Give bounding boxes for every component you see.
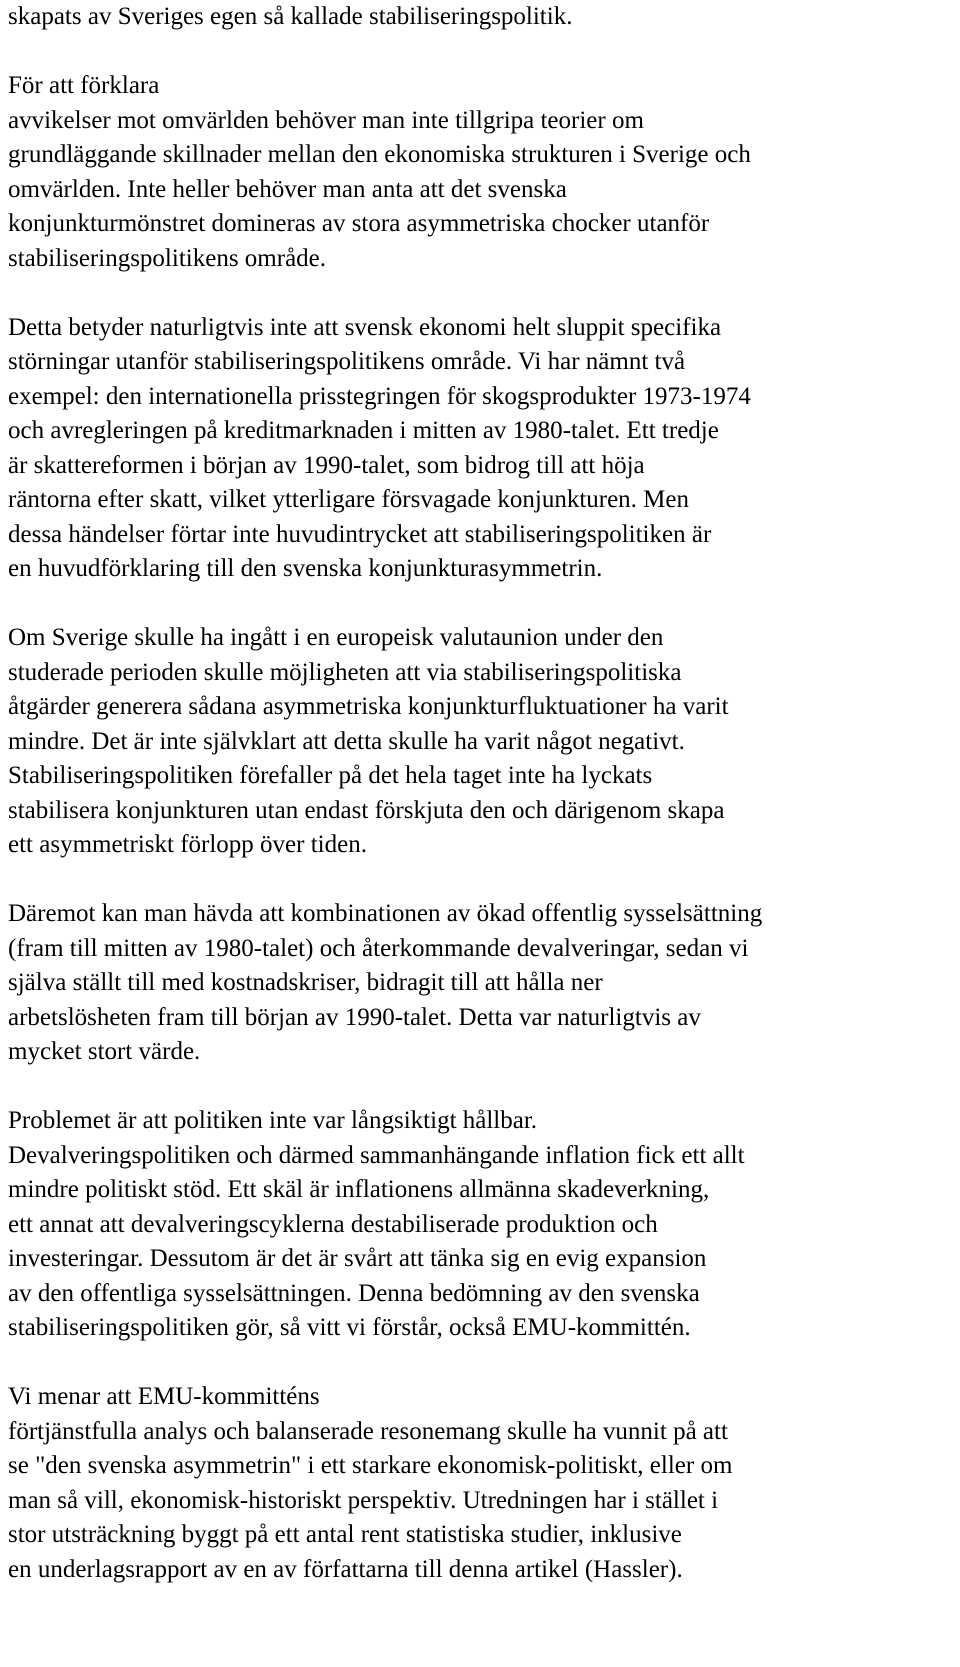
- paragraph-gap: [8, 587, 952, 622]
- text-line: stor utsträckning byggt på ett antal rent statistiska studier, inklusive: [8, 1521, 682, 1548]
- text-line: mycket stort värde.: [8, 1038, 201, 1065]
- text-line: Däremot kan man hävda att kombinationen av ökad offentlig sysselsättning: [8, 900, 763, 927]
- text-line: man så vill, ekonomisk-historiskt perspektiv. Utredningen har i stället i: [8, 1486, 719, 1514]
- text-line: konjunkturmönstret domineras av stora asymmetriska chocker utanför: [8, 210, 710, 237]
- text-line: av den offentliga sysselsättningen. Denna bedömning av den svenska: [8, 1279, 700, 1307]
- text-line: en underlagsrapport av en av författarna till denna artikel (Hassler).: [8, 1555, 683, 1583]
- text-line: mindre. Det är inte självklart att detta skulle ha varit något negativt.: [8, 727, 685, 755]
- text-line: en huvudförklaring till den svenska konjunkturasymmetrin.: [8, 555, 603, 582]
- text-line: ett annat att devalveringscyklerna destabiliserade produktion och: [8, 1210, 658, 1238]
- text-line: dessa händelser förtar inte huvudintrycket att stabiliseringspolitiken är: [8, 520, 712, 548]
- text-line: Om Sverige skulle ha ingått i en europeisk valutaunion under den: [8, 624, 664, 651]
- text-line: studerade perioden skulle möjligheten att via stabiliseringspolitiska: [8, 658, 682, 686]
- text-line: skapats av Sveriges egen så kallade stabiliseringspolitik.: [8, 3, 573, 30]
- text-line: själva ställt till med kostnadskriser, bidragit till att hålla ner: [8, 969, 603, 996]
- paragraph-7: [8, 1380, 952, 1587]
- text-line: Vi menar att EMU-kommitténs: [8, 1383, 320, 1410]
- paragraph-2: [8, 69, 952, 276]
- paragraph-gap: [8, 276, 952, 311]
- paragraph-gap: [8, 863, 952, 898]
- text-line: mindre politiskt stöd. Ett skäl är inflationens allmänna skadeverkning,: [8, 1176, 710, 1203]
- text-line: grundläggande skillnader mellan den ekonomiska strukturen i Sverige och: [8, 141, 751, 168]
- text-line: stabiliseringspolitiken gör, så vitt vi förstår, också EMU-kommittén.: [8, 1314, 691, 1341]
- text-line: förtjänstfulla analys och balanserade resonemang skulle ha vunnit på att: [8, 1417, 728, 1445]
- text-line: För att förklara: [8, 72, 160, 99]
- text-line: investeringar. Dessutom är det är svårt att tänka sig en evig expansion: [8, 1245, 707, 1272]
- text-line: avvikelser mot omvärlden behöver man inte tillgripa teorier om: [8, 106, 644, 134]
- text-line: stabilisera konjunkturen utan endast förskjuta den och därigenom skapa: [8, 796, 725, 824]
- text-line: Detta betyder naturligtvis inte att svensk ekonomi helt sluppit specifika: [8, 313, 722, 341]
- paragraph-gap: [8, 35, 952, 70]
- text-line: omvärlden. Inte heller behöver man anta att det svenska: [8, 175, 567, 203]
- paragraph-4: [8, 621, 952, 863]
- text-line: (fram till mitten av 1980-talet) och återkommande devalveringar, sedan vi: [8, 934, 749, 962]
- text-line: Devalveringspolitiken och därmed sammanhängande inflation fick ett allt: [8, 1141, 745, 1169]
- text-line: stabiliseringspolitikens område.: [8, 244, 327, 272]
- text-line: åtgärder generera sådana asymmetriska konjunkturfluktuationer ha varit: [8, 693, 729, 720]
- paragraph-gap: [8, 1346, 952, 1381]
- paragraph-1: [8, 0, 952, 35]
- text-line: Problemet är att politiken inte var långsiktigt hållbar.: [8, 1107, 538, 1134]
- text-line: och avregleringen på kreditmarknaden i mitten av 1980-talet. Ett tredje: [8, 417, 719, 444]
- paragraph-3: [8, 311, 952, 587]
- text-line: se "den svenska asymmetrin" i ett starkare ekonomisk-politiskt, eller om: [8, 1452, 733, 1479]
- paragraph-5: [8, 897, 952, 1070]
- text-line: exempel: den internationella prisstegringen för skogsprodukter 1973-1974: [8, 382, 751, 410]
- text-line: ett asymmetriskt förlopp över tiden.: [8, 831, 367, 858]
- text-line: är skattereformen i början av 1990-talet, som bidrog till att höja: [8, 451, 645, 479]
- text-line: arbetslösheten fram till början av 1990-talet. Detta var naturligtvis av: [8, 1003, 701, 1031]
- paragraph-6: [8, 1104, 952, 1346]
- text-line: störningar utanför stabiliseringspolitikens område. Vi har nämnt två: [8, 348, 686, 375]
- text-line: räntorna efter skatt, vilket ytterligare försvagade konjunkturen. Men: [8, 486, 690, 513]
- paragraph-gap: [8, 1070, 952, 1105]
- text-line: Stabiliseringspolitiken förefaller på det hela taget inte ha lyckats: [8, 762, 653, 789]
